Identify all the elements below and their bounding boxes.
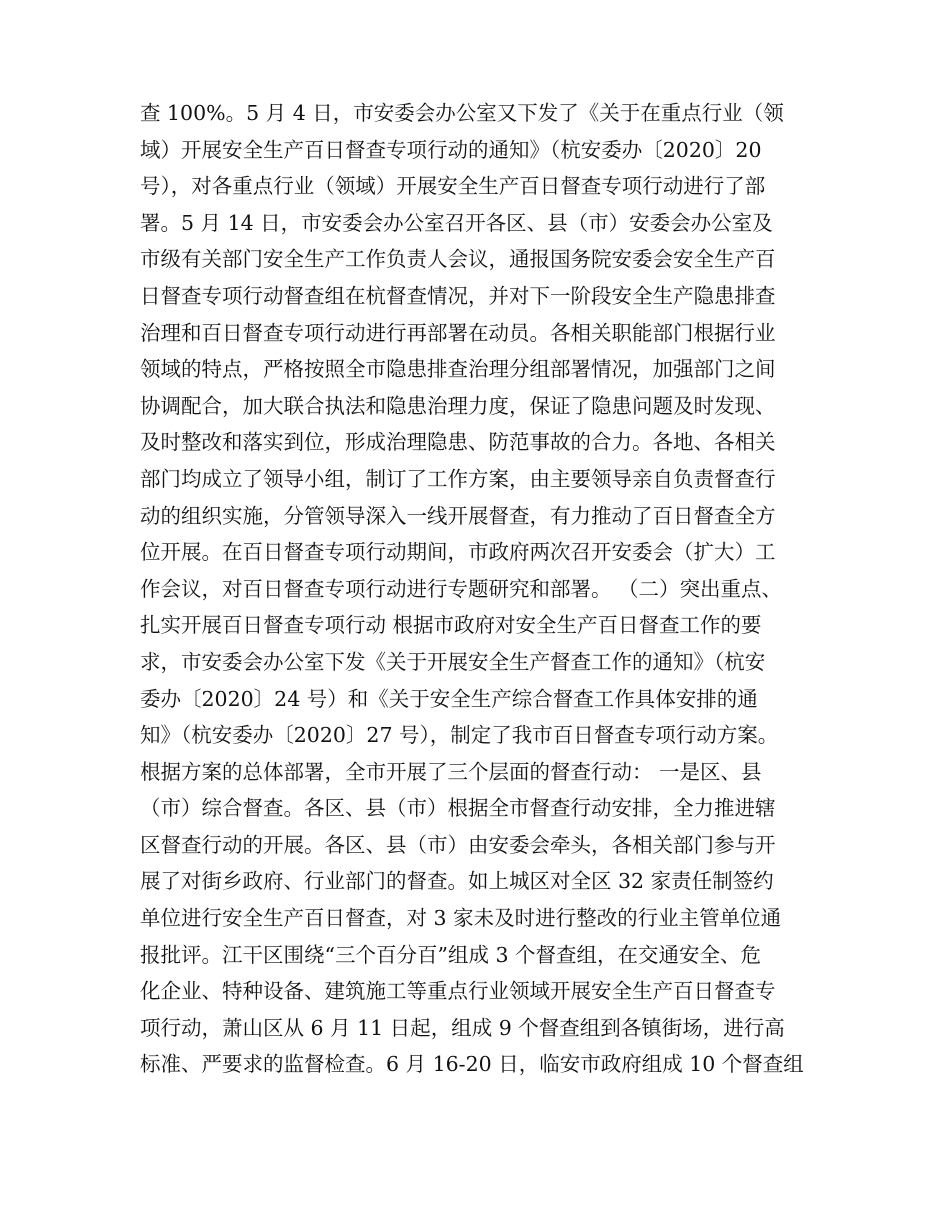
text-line: 标准、严要求的监督检查。6 月 16-20 日，临安市政府组成 10 个督查组 xyxy=(140,1052,804,1077)
text-line: 项行动，萧山区从 6 月 11 日起，组成 9 个督查组到各镇街场，进行高 xyxy=(140,1015,785,1040)
text-line: 位开展。在百日督查专项行动期间，市政府两次召开安委会（扩大）工 xyxy=(140,540,776,565)
text-line: 扎实开展百日督查专项行动 根据市政府对安全生产百日督查工作的要 xyxy=(140,613,762,638)
text-line: 领域的特点，严格按照全市隐患排查治理分组部署情况，加强部门之间 xyxy=(140,357,776,382)
text-line: 知》（杭安委办〔2020〕27 号），制定了我市百日督查专项行动方案。 xyxy=(140,723,779,748)
text-line: 根据方案的总体部署，全市开展了三个层面的督查行动： 一是区、县 xyxy=(140,759,762,784)
text-line: 委办〔2020〕24 号）和《关于安全生产综合督查工作具体安排的通 xyxy=(140,686,758,711)
text-line: 日督查专项行动督查组在杭督查情况，并对下一阶段安全生产隐患排查 xyxy=(140,283,776,308)
text-line: （市）综合督查。各区、县（市）根据全市督查行动安排，全力推进辖 xyxy=(140,796,776,821)
text-line: 区督查行动的开展。各区、县（市）由安委会牵头，各相关部门参与开 xyxy=(140,832,776,857)
text-line: 治理和百日督查专项行动进行再部署在动员。各相关职能部门根据行业 xyxy=(140,320,776,345)
text-line: 查 100%。5 月 4 日，市安委会办公室又下发了《关于在重点行业（领 xyxy=(140,101,784,125)
text-line: 协调配合，加大联合执法和隐患治理力度，保证了隐患问题及时发现、 xyxy=(140,393,776,418)
body-text xyxy=(140,95,840,1083)
text-line: 动的组织实施，分管领导深入一线开展督查，有力推动了百日督查全方 xyxy=(140,503,776,528)
text-line: 作会议，对百日督查专项行动进行专题研究和部署。 （二）突出重点、 xyxy=(140,576,783,601)
text-line: 单位进行安全生产百日督查，对 3 家未及时进行整改的行业主管单位通 xyxy=(140,906,782,931)
text-line: 报批评。江干区围绕“三个百分百”组成 3 个督查组，在交通安全、危 xyxy=(140,942,762,967)
text-line: 求，市安委会办公室下发《关于开展安全生产督查工作的通知》（杭安 xyxy=(140,649,766,674)
text-line: 市级有关部门安全生产工作负责人会议，通报国务院安委会安全生产百 xyxy=(140,247,776,272)
text-line: 署。5 月 14 日，市安委会办公室召开各区、县（市）安委会办公室及 xyxy=(140,210,773,235)
text-line: 号），对各重点行业（领域）开展安全生产百日督查专项行动进行了部 xyxy=(140,174,766,199)
text-line: 展了对街乡政府、行业部门的督查。如上城区对全区 32 家责任制签约 xyxy=(140,869,774,894)
text-line: 及时整改和落实到位，形成治理隐患、防范事故的合力。各地、各相关 xyxy=(140,430,776,455)
text-line: 域）开展安全生产百日督查专项行动的通知》（杭安委办〔2020〕20 xyxy=(140,137,762,162)
text-line: 部门均成立了领导小组，制订了工作方案，由主要领导亲自负责督查行 xyxy=(140,466,776,491)
text-line: 化企业、特种设备、建筑施工等重点行业领域开展安全生产百日督查专 xyxy=(140,979,776,1004)
